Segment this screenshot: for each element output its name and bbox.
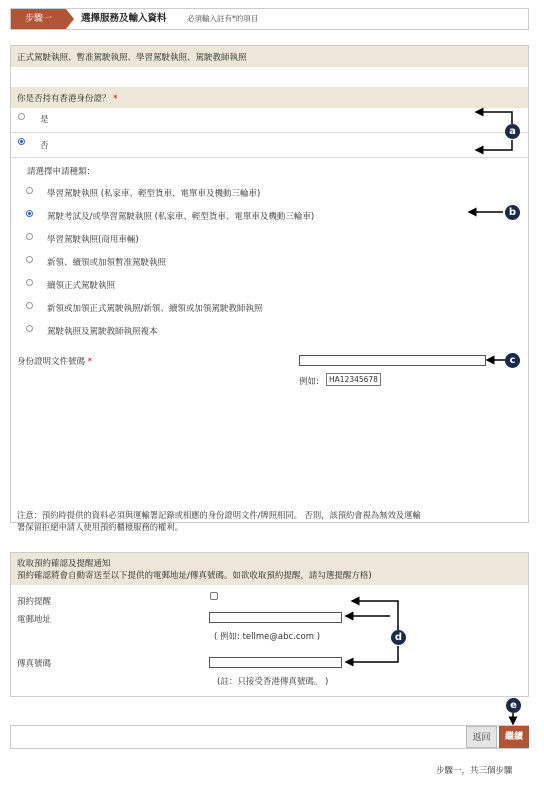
notice-line-1: 注意：預約時提供的資料必須與運輸署記錄或相應的身份證明文件/牌照相同。 否則，該預約會視為無效及運輸 (17, 510, 421, 520)
annotation-marker-e: e (506, 698, 521, 713)
step-info: 步驟一，共三個步驟 (436, 766, 513, 776)
id-doc-label: 身份證明文件號碼 * (17, 357, 92, 367)
back-button[interactable]: 返回 (466, 726, 497, 748)
email-hint: ( 例如: tellme@abc.com ) (214, 632, 321, 642)
step-title: 選擇服務及輸入資料 (81, 13, 167, 24)
required-note: 必須輸入註有*的項目 (187, 14, 259, 23)
annotation-marker-b: b (505, 205, 520, 220)
fax-hint: (註：只接受香港傳真號碼。 ) (217, 677, 329, 687)
licence-section-title: 正式駕駛執照、暫准駕駛執照、學習駕駛執照、駕駛教師執照 (17, 53, 247, 63)
hkid-yes-label: 是 (40, 115, 49, 125)
app-type-label-3: 新領、續領或加領暫准駕駛執照 (47, 258, 167, 268)
id-doc-example-value: HA12345678 (326, 373, 381, 386)
id-doc-example-label: 例如: (299, 377, 319, 387)
app-type-label-0: 學習駕駛執照 (私家車、輕型貨車、電單車及機動三輪車) (47, 189, 261, 199)
hkid-no-label: 否 (40, 141, 49, 151)
app-type-label-2: 學習駕駛執照(商用車輛) (47, 235, 139, 245)
reminder-title-2: 預約確認將會自動寄送至以下提供的電郵地址/傳真號碼。如欲收取預約提醒，請勾選提醒方格) (17, 571, 372, 581)
app-type-label-5: 新領或加領正式駕駛執照/新領、續領或加領駕駛教師執照 (47, 304, 263, 314)
annotation-marker-a: a (505, 124, 520, 139)
reminder-title-1: 收取預約確認及提醒通知 (17, 559, 111, 569)
notice-line-2: 署保留拒絕申請人使用預約櫃檯服務的權利。 (17, 522, 183, 532)
app-type-label-6: 駕駛執照及駕駛教師執照複本 (47, 327, 158, 337)
annotation-marker-c: c (505, 353, 520, 368)
hkid-question-label: 你是否持有香港身份證？ * (17, 94, 118, 104)
email-label: 電郵地址 (17, 615, 52, 625)
fax-label: 傳真號碼 (17, 659, 52, 669)
application-type-label: 請選擇申請種類： (27, 167, 96, 177)
app-type-label-4: 續領正式駕駛執照 (47, 281, 116, 291)
app-type-label-1: 駕駛考試及/或學習駕駛執照 (私家車、輕型貨車、電單車及機動三輪車) (47, 212, 315, 222)
annotation-marker-d: d (391, 630, 406, 645)
reminder-label: 預約提醒 (17, 597, 52, 607)
next-button[interactable]: 繼續 (499, 726, 529, 748)
step-badge: 步驟一 (11, 9, 66, 29)
